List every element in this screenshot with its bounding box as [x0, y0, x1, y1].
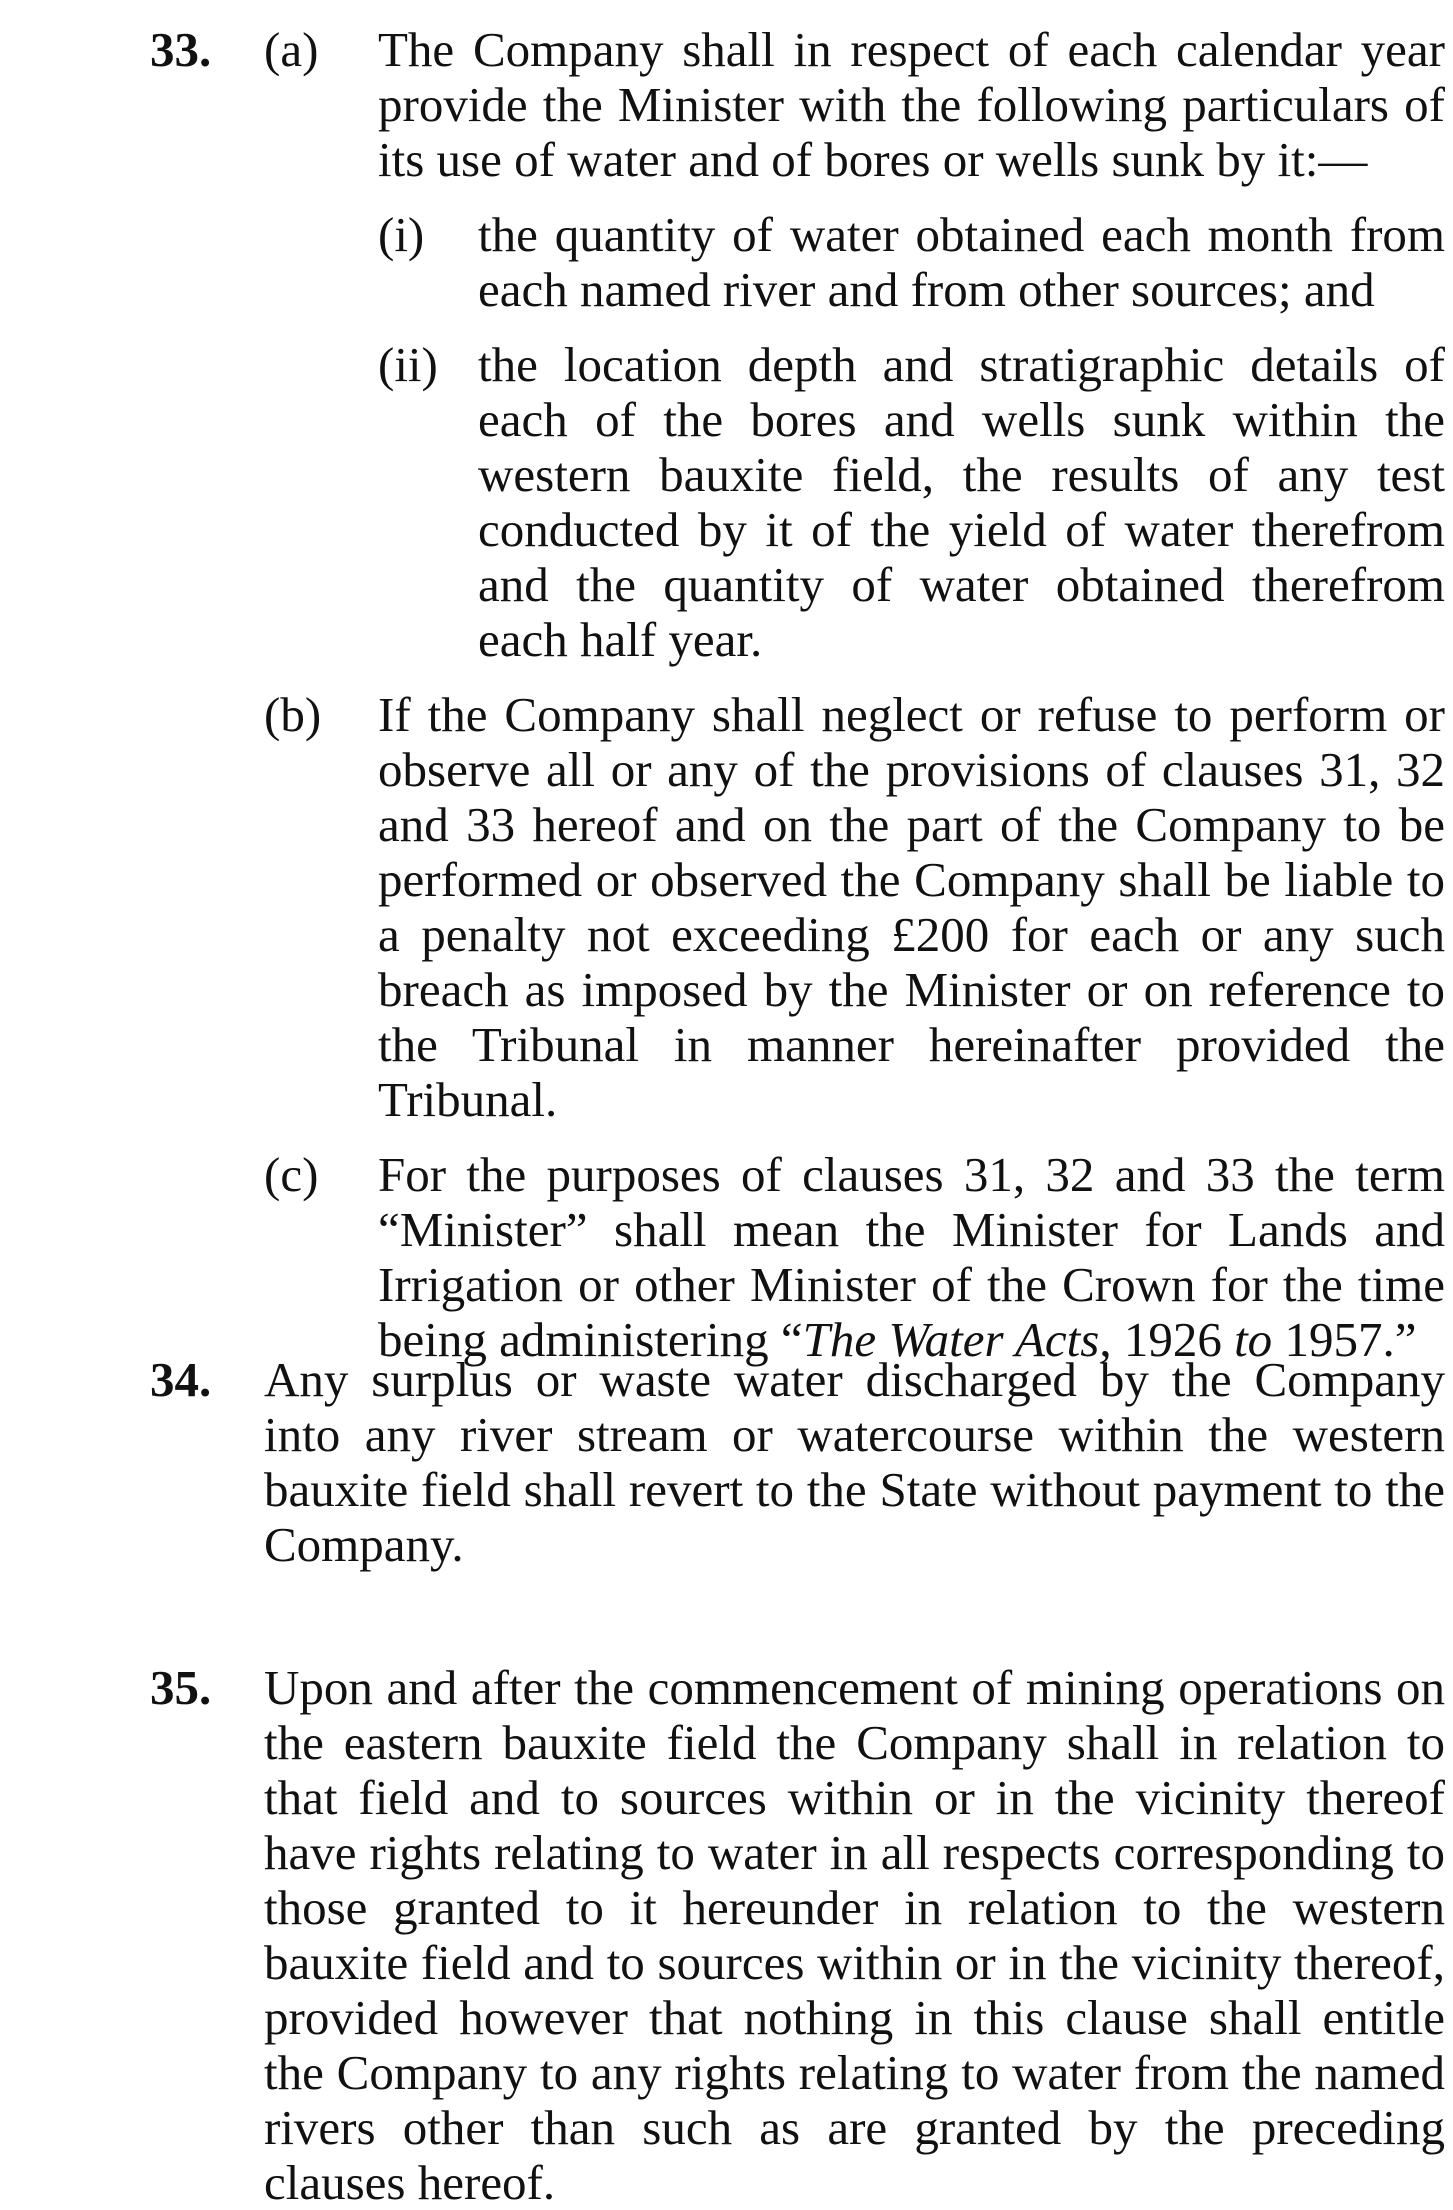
- clause-number: 33.: [150, 22, 212, 77]
- paragraph-label: (b): [264, 687, 322, 742]
- clause-text: Upon and after the commencement of mining operations on the eastern bauxite field the Company shall in relation to that field and to sources within or in the vicinity thereof have rights relating to water in all respects corresponding to those granted to it hereunder in relation to the western bauxite field and to sources within or in the vicinity thereof, provided however that nothing in this clause shall entitle the Company to any rights relating to water from the named rivers other than such as are granted by the preceding clauses hereof.: [264, 1660, 1445, 2210]
- act-range-word: to: [1234, 1312, 1273, 1367]
- subparagraph-ii: [150, 337, 1445, 667]
- paragraph-c: [150, 1147, 1445, 1367]
- clause-34-body: [264, 1352, 1445, 1572]
- paragraph-text: [378, 1147, 1445, 1367]
- paragraph-label: (c): [264, 1147, 319, 1202]
- clause-35-body: [264, 1660, 1445, 2210]
- act-title: The Water Acts: [802, 1312, 1100, 1367]
- paragraph-text-part: 1957.”: [1272, 1312, 1417, 1367]
- clause-text: Any surplus or waste water discharged by the Company into any river stream or watercourse within the western bauxite field shall revert to the State without payment to the Company.: [264, 1352, 1445, 1572]
- paragraph-label: (a): [264, 22, 319, 77]
- paragraph-text: If the Company shall neglect or refuse to perform or observe all or any of the provisions of clauses 31, 32 and 33 hereof and on the part of the Company to be performed or observed the Company shall be liable to a penalty not exceeding £200 for each or any such breach as imposed by the Minister or on reference to the Tribunal in manner hereinafter provided the Tribunal.: [378, 687, 1445, 1127]
- paragraph-a: [150, 22, 1445, 667]
- paragraph-text-part: , 1926: [1099, 1312, 1235, 1367]
- subparagraph-text: the location depth and stratigraphic details of each of the bores and wells sunk within the western bauxite field, the results of any test conducted by it of the yield of water therefrom and the quantity of water obtained therefrom each half year.: [478, 337, 1445, 667]
- subparagraph-text: the quantity of water obtained each month from each named river and from other sources; and: [478, 207, 1445, 317]
- clause-number: 34.: [150, 1352, 212, 1407]
- subparagraph-i: [150, 207, 1445, 317]
- paragraph-text-part: For the purposes of clauses 31, 32 and 33 the term “Minister” shall mean the Minister for Lands and Irrigation or other Minister of the Crown for the time being administering “: [378, 1147, 1445, 1367]
- paragraph-text: The Company shall in respect of each calendar year provide the Minister with the following particulars of its use of water and of bores or wells sunk by it:—: [378, 22, 1445, 187]
- paragraph-b: [150, 687, 1445, 1127]
- subparagraph-label: (ii): [378, 337, 438, 392]
- subparagraph-label: (i): [378, 207, 425, 262]
- clause-33-body: [264, 22, 1445, 1367]
- clause-number: 35.: [150, 1660, 212, 1715]
